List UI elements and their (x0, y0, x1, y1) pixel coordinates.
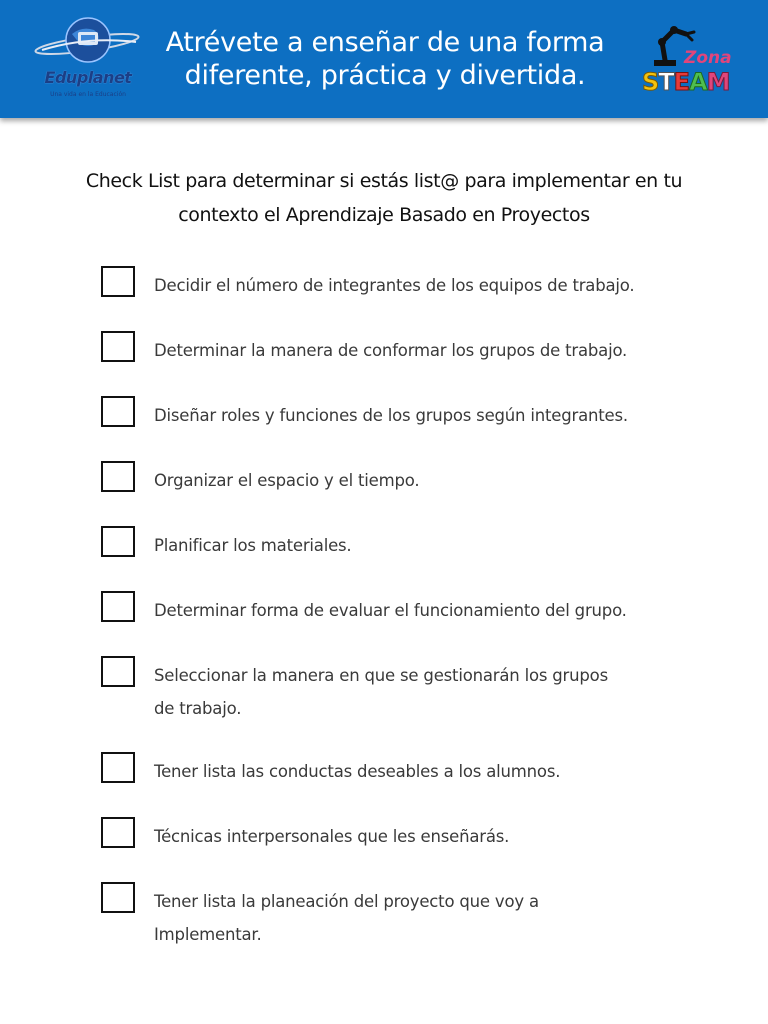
heading-line: Check List para determinar si estás list@ para implementar en tu (85, 170, 683, 192)
checklist-item-line: Tener lista las conductas deseables a los alumnos. (154, 762, 561, 781)
steam-letter: M (706, 68, 730, 96)
checklist-item-label (154, 594, 684, 627)
checkbox[interactable] (101, 817, 135, 848)
checkbox[interactable] (101, 266, 135, 297)
checklist-item-label (154, 659, 684, 725)
checklist-item-line: Tener lista la planeación del proyecto que voy a (154, 892, 539, 911)
checklist-item-line: Implementar. (154, 925, 262, 944)
header-banner (0, 0, 768, 118)
checklist-item-line: Determinar la manera de conformar los grupos de trabajo. (154, 341, 628, 360)
checklist-item-line: Decidir el número de integrantes de los equipos de trabajo. (154, 276, 635, 295)
checklist-item-line: Planificar los materiales. (154, 536, 352, 555)
checklist-item-label (154, 885, 684, 951)
checklist-item-label (154, 334, 684, 367)
checklist-item-line: Organizar el espacio y el tiempo. (154, 471, 420, 490)
zona-text: Zona (684, 48, 732, 68)
steam-letter: A (689, 68, 707, 96)
checklist-item-line: Seleccionar la manera en que se gestionarán los grupos (154, 666, 608, 685)
checklist-item-label (154, 755, 684, 788)
checklist-item-label (154, 269, 684, 302)
steam-letter: T (658, 68, 674, 96)
header-title-line: Atrévete a enseñar de una forma (165, 27, 605, 58)
eduplanet-brand: Eduplanet (44, 68, 132, 87)
steam-letter: S (642, 68, 659, 96)
checkbox[interactable] (101, 526, 135, 557)
checklist-item-line: Determinar forma de evaluar el funcionamiento del grupo. (154, 601, 627, 620)
checkbox[interactable] (101, 656, 135, 687)
checklist-item-label (154, 399, 684, 432)
checkbox[interactable] (101, 591, 135, 622)
checklist-item-label (154, 464, 684, 497)
page-heading (40, 164, 728, 232)
eduplanet-tagline: Una vida en la Educación (50, 91, 126, 98)
checklist-item-line: Diseñar roles y funciones de los grupos según integrantes. (154, 406, 628, 425)
header-title (150, 26, 620, 92)
zona-steam-logo (640, 22, 742, 100)
checkbox[interactable] (101, 752, 135, 783)
steam-text (642, 68, 730, 96)
header-title-line: diferente, práctica y divertida. (184, 60, 586, 91)
checkbox[interactable] (101, 396, 135, 427)
checkbox[interactable] (101, 882, 135, 913)
eduplanet-logo (32, 14, 142, 104)
checklist-item-label (154, 820, 684, 853)
checklist-item-line: Técnicas interpersonales que les enseñarás. (154, 827, 510, 846)
steam-letter: E (673, 68, 690, 96)
globe-icon (32, 14, 142, 74)
checklist-item-label (154, 529, 684, 562)
checklist-item-line: de trabajo. (154, 699, 242, 718)
checkbox[interactable] (101, 461, 135, 492)
heading-line: contexto el Aprendizaje Basado en Proyectos (178, 204, 590, 226)
checkbox[interactable] (101, 331, 135, 362)
